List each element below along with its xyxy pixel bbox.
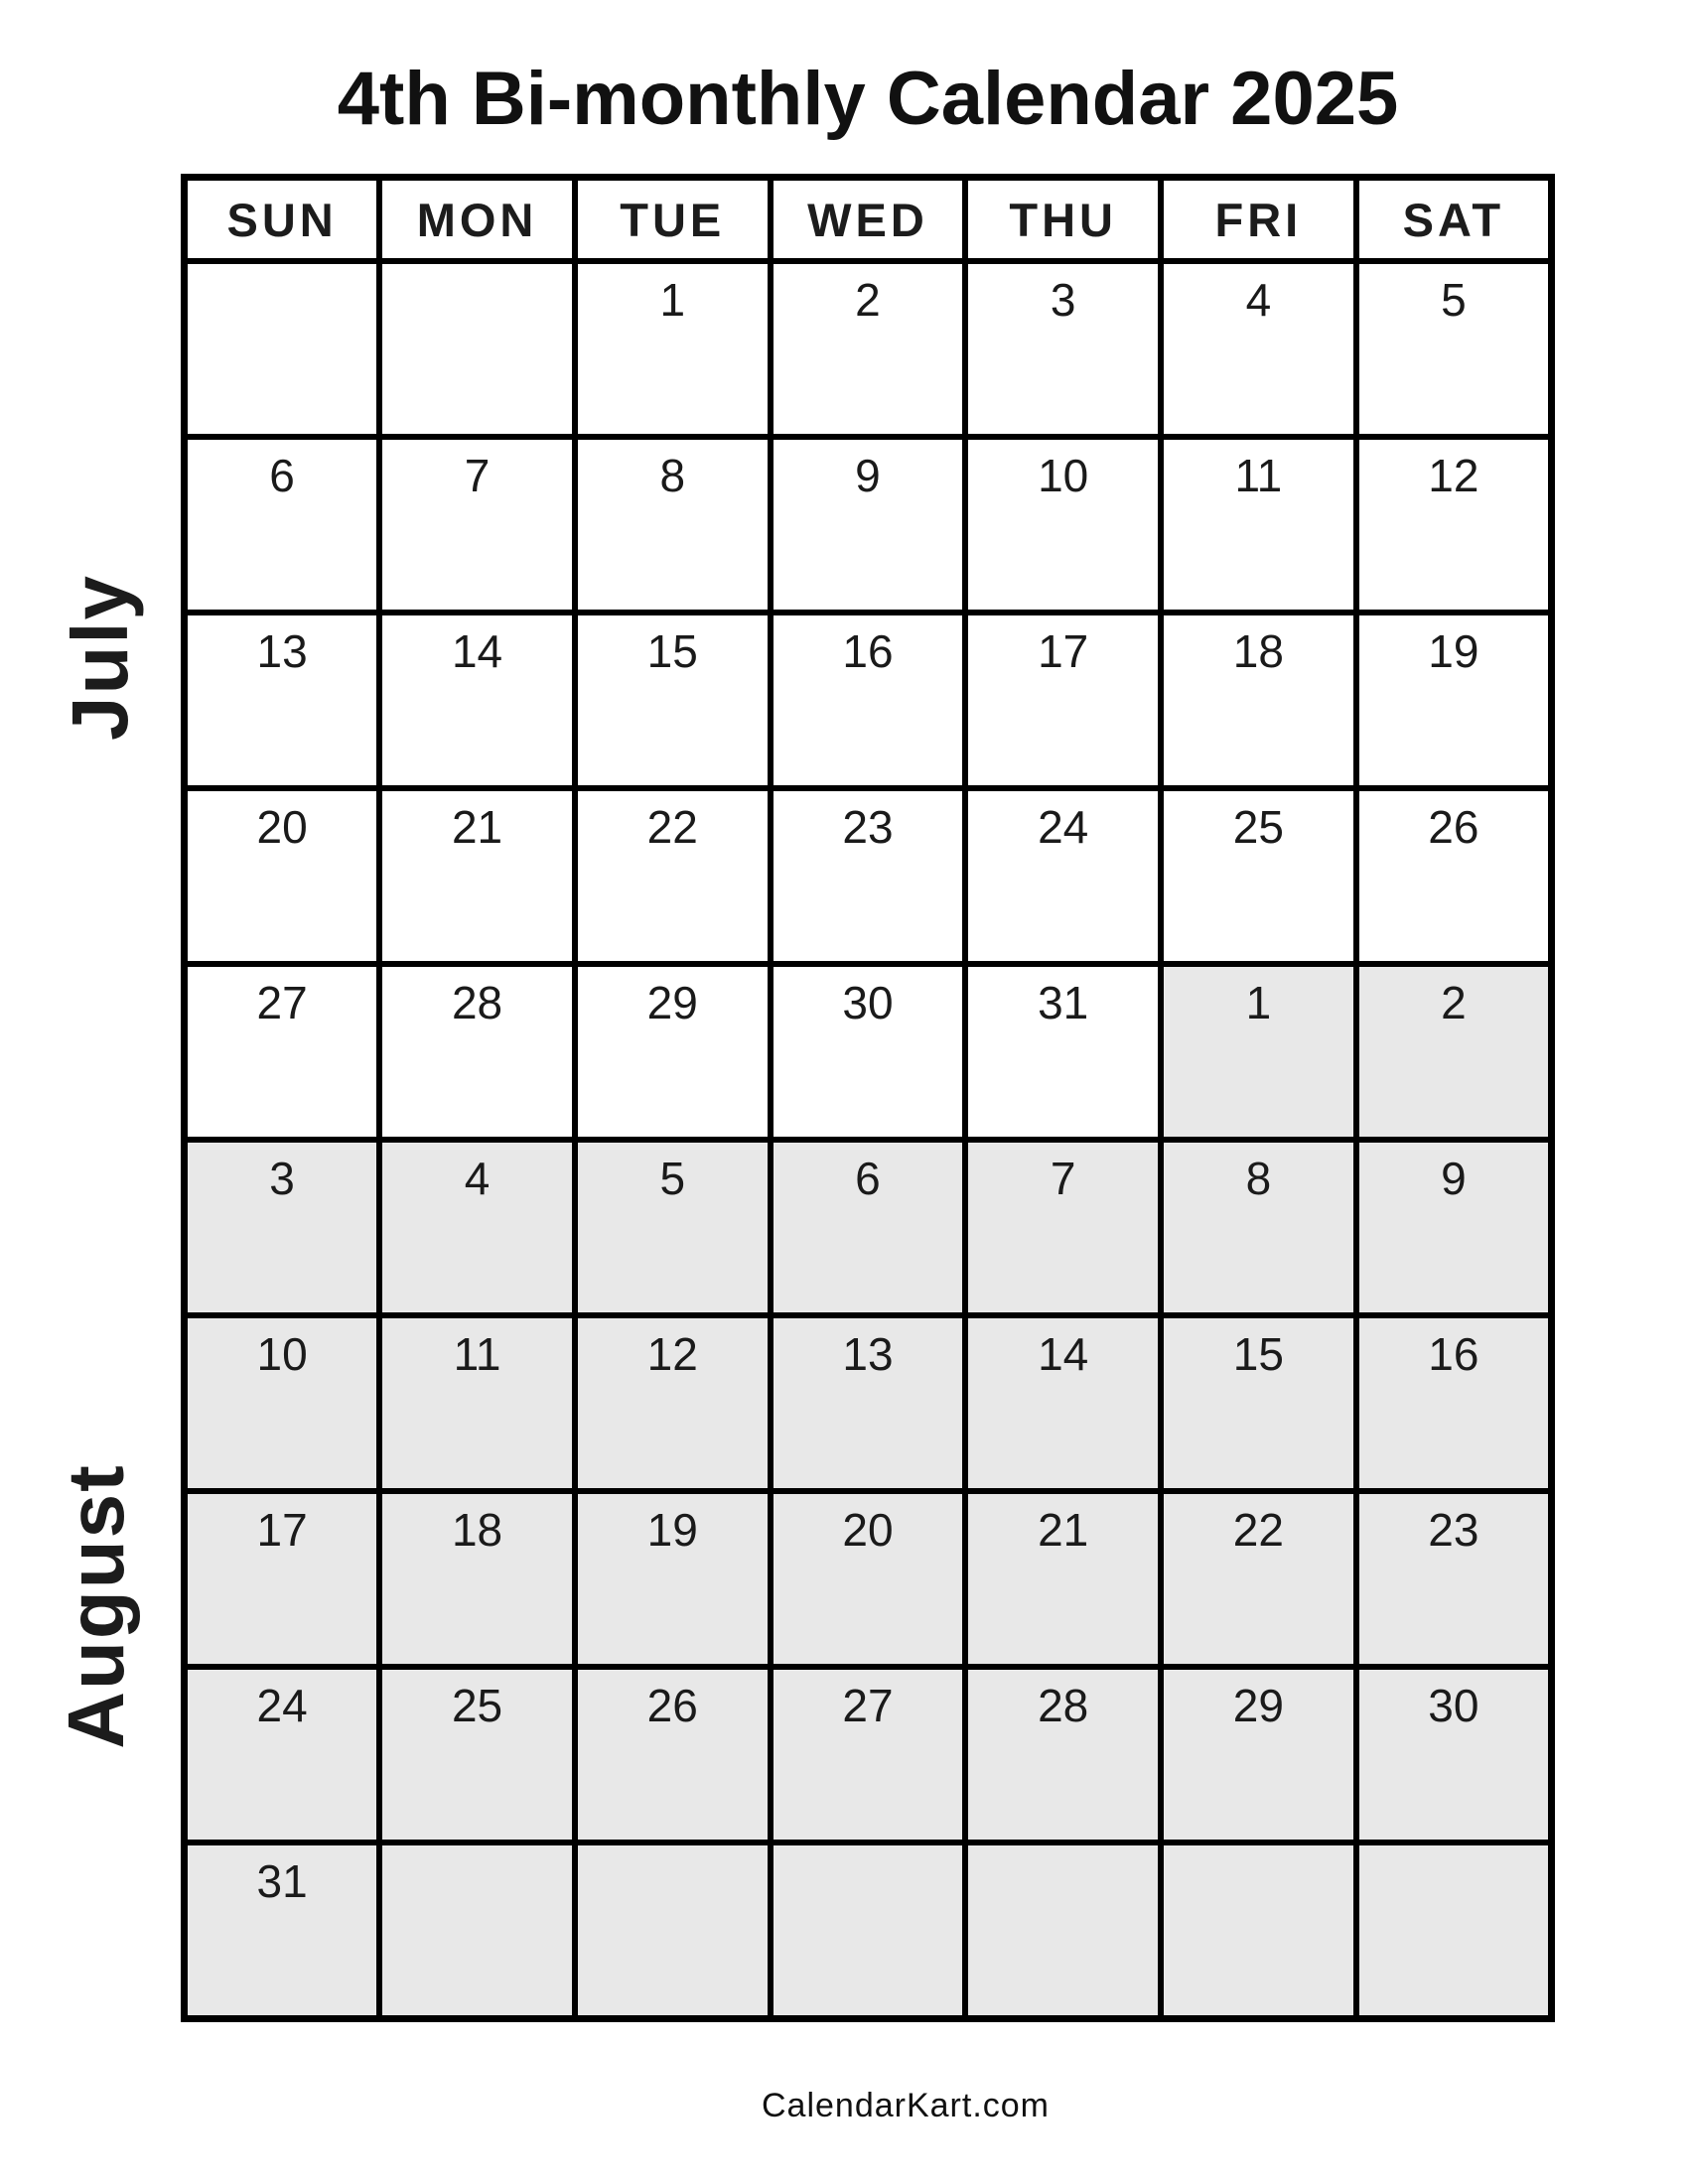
- day-number: 14: [1038, 1328, 1089, 1380]
- day-number: 7: [464, 450, 491, 501]
- day-cell: [965, 1315, 1161, 1491]
- day-cell: [965, 964, 1161, 1140]
- day-number: 23: [1428, 1504, 1479, 1556]
- day-number: 22: [1232, 1504, 1284, 1556]
- empty-day-cell: [379, 261, 575, 437]
- day-cell: [185, 964, 380, 1140]
- empty-day-cell: [575, 1843, 771, 2019]
- day-cell: [1356, 964, 1552, 1140]
- day-number: 16: [1428, 1328, 1479, 1380]
- day-number: 12: [646, 1328, 698, 1380]
- day-cell: [379, 964, 575, 1140]
- day-cell: [771, 1315, 966, 1491]
- day-cell: [771, 613, 966, 788]
- day-cell: [185, 1315, 380, 1491]
- day-number: 28: [451, 977, 503, 1028]
- week-row: [185, 261, 1552, 437]
- week-row: [185, 437, 1552, 613]
- week-row: [185, 1140, 1552, 1315]
- weekday-header-cell: WED: [771, 178, 966, 262]
- day-cell: [185, 613, 380, 788]
- weekday-header-row: [185, 178, 1552, 262]
- day-number: 27: [256, 977, 308, 1028]
- day-number: 20: [842, 1504, 894, 1556]
- day-number: 6: [269, 450, 295, 501]
- day-cell: [379, 613, 575, 788]
- day-cell: [771, 437, 966, 613]
- day-number: 2: [1441, 977, 1467, 1028]
- day-number: 3: [269, 1153, 295, 1204]
- weekday-header-cell: TUE: [575, 178, 771, 262]
- day-number: 4: [464, 1153, 491, 1204]
- day-number: 9: [1441, 1153, 1467, 1204]
- day-number: 8: [1245, 1153, 1272, 1204]
- day-number: 15: [646, 625, 698, 677]
- day-number: 31: [256, 1855, 308, 1907]
- day-cell: [1161, 788, 1356, 964]
- week-row: [185, 964, 1552, 1140]
- day-number: 28: [1038, 1680, 1089, 1731]
- day-cell: [1356, 613, 1552, 788]
- day-number: 23: [842, 801, 894, 853]
- day-cell: [185, 1140, 380, 1315]
- day-number: 13: [842, 1328, 894, 1380]
- day-cell: [379, 1140, 575, 1315]
- week-row: [185, 1667, 1552, 1843]
- day-cell: [1356, 1315, 1552, 1491]
- day-cell: [185, 1667, 380, 1843]
- week-row: [185, 1315, 1552, 1491]
- day-number: 7: [1050, 1153, 1076, 1204]
- day-cell: [1161, 1667, 1356, 1843]
- day-number: 17: [1038, 625, 1089, 677]
- day-cell: [1356, 1667, 1552, 1843]
- day-cell: [1161, 1140, 1356, 1315]
- weekday-header-cell: MON: [379, 178, 575, 262]
- day-number: 14: [451, 625, 503, 677]
- day-number: 30: [842, 977, 894, 1028]
- footer-site-name: CalendarKart.com: [761, 2087, 1051, 2124]
- day-number: 25: [1232, 801, 1284, 853]
- day-number: 17: [256, 1504, 308, 1556]
- empty-day-cell: [1161, 1843, 1356, 2019]
- day-cell: [1161, 437, 1356, 613]
- day-number: 12: [1428, 450, 1479, 501]
- day-number: 29: [646, 977, 698, 1028]
- day-cell: [575, 1140, 771, 1315]
- day-cell: [1161, 1315, 1356, 1491]
- day-number: 6: [855, 1153, 881, 1204]
- empty-day-cell: [185, 261, 380, 437]
- page-title: 4th Bi-monthly Calendar 2025: [337, 57, 1399, 141]
- day-number: 11: [453, 1328, 501, 1380]
- day-number: 10: [1038, 450, 1089, 501]
- day-number: 3: [1050, 274, 1076, 326]
- day-number: 20: [256, 801, 308, 853]
- week-row: [185, 1491, 1552, 1667]
- day-number: 19: [646, 1504, 698, 1556]
- day-cell: [575, 788, 771, 964]
- day-number: 13: [256, 625, 308, 677]
- day-number: 26: [646, 1680, 698, 1731]
- day-cell: [771, 788, 966, 964]
- day-cell: [1356, 437, 1552, 613]
- day-number: 16: [842, 625, 894, 677]
- day-cell: [1356, 788, 1552, 964]
- day-cell: [965, 1491, 1161, 1667]
- day-number: 19: [1428, 625, 1479, 677]
- day-cell: [965, 613, 1161, 788]
- day-number: 25: [451, 1680, 503, 1731]
- calendar-table: [181, 174, 1555, 2022]
- day-number: 21: [451, 801, 503, 853]
- weekday-header-cell: SUN: [185, 178, 380, 262]
- day-number: 24: [1038, 801, 1089, 853]
- day-cell: [185, 437, 380, 613]
- day-cell: [379, 788, 575, 964]
- day-number: 31: [1038, 977, 1089, 1028]
- day-cell: [379, 1315, 575, 1491]
- day-cell: [575, 1491, 771, 1667]
- day-number: 24: [256, 1680, 308, 1731]
- weekday-header-cell: THU: [965, 178, 1161, 262]
- day-cell: [1161, 261, 1356, 437]
- day-cell: [1356, 261, 1552, 437]
- day-number: 9: [855, 450, 881, 501]
- day-number: 11: [1234, 450, 1283, 501]
- empty-day-cell: [771, 1843, 966, 2019]
- day-cell: [1356, 1491, 1552, 1667]
- day-cell: [965, 1667, 1161, 1843]
- day-cell: [575, 437, 771, 613]
- day-number: 18: [451, 1504, 503, 1556]
- day-cell: [575, 1667, 771, 1843]
- day-cell: [575, 964, 771, 1140]
- day-cell: [1161, 1491, 1356, 1667]
- day-cell: [1161, 613, 1356, 788]
- empty-day-cell: [965, 1843, 1161, 2019]
- day-number: 30: [1428, 1680, 1479, 1731]
- day-cell: [965, 437, 1161, 613]
- weekday-header-cell: FRI: [1161, 178, 1356, 262]
- day-cell: [771, 1667, 966, 1843]
- day-cell: [379, 1491, 575, 1667]
- day-number: 27: [842, 1680, 894, 1731]
- day-number: 5: [1441, 274, 1467, 326]
- day-cell: [771, 964, 966, 1140]
- day-cell: [965, 1140, 1161, 1315]
- day-cell: [379, 437, 575, 613]
- day-number: 26: [1428, 801, 1479, 853]
- day-number: 5: [659, 1153, 686, 1204]
- weekday-header-cell: SAT: [1356, 178, 1552, 262]
- day-number: 2: [855, 274, 881, 326]
- week-row: [185, 788, 1552, 964]
- day-cell: [379, 1667, 575, 1843]
- day-cell: [575, 1315, 771, 1491]
- day-cell: [771, 1140, 966, 1315]
- day-cell: [771, 261, 966, 437]
- day-number: 1: [659, 274, 686, 326]
- day-cell: [965, 788, 1161, 964]
- day-cell: [1161, 964, 1356, 1140]
- day-number: 22: [646, 801, 698, 853]
- day-number: 10: [256, 1328, 308, 1380]
- day-cell: [575, 613, 771, 788]
- day-number: 4: [1245, 274, 1272, 326]
- day-number: 18: [1232, 625, 1284, 677]
- day-cell: [575, 261, 771, 437]
- day-number: 1: [1245, 977, 1272, 1028]
- empty-day-cell: [379, 1843, 575, 2019]
- week-row: [185, 1843, 1552, 2019]
- day-cell: [185, 788, 380, 964]
- week-row: [185, 613, 1552, 788]
- day-cell: [771, 1491, 966, 1667]
- day-number: 8: [659, 450, 686, 501]
- day-number: 21: [1038, 1504, 1089, 1556]
- month-label-august: August: [52, 1463, 140, 1749]
- day-cell: [185, 1491, 380, 1667]
- day-cell: [965, 261, 1161, 437]
- day-number: 29: [1232, 1680, 1284, 1731]
- empty-day-cell: [1356, 1843, 1552, 2019]
- month-label-july: July: [56, 573, 144, 742]
- day-cell: [1356, 1140, 1552, 1315]
- day-cell: [185, 1843, 380, 2019]
- day-number: 15: [1232, 1328, 1284, 1380]
